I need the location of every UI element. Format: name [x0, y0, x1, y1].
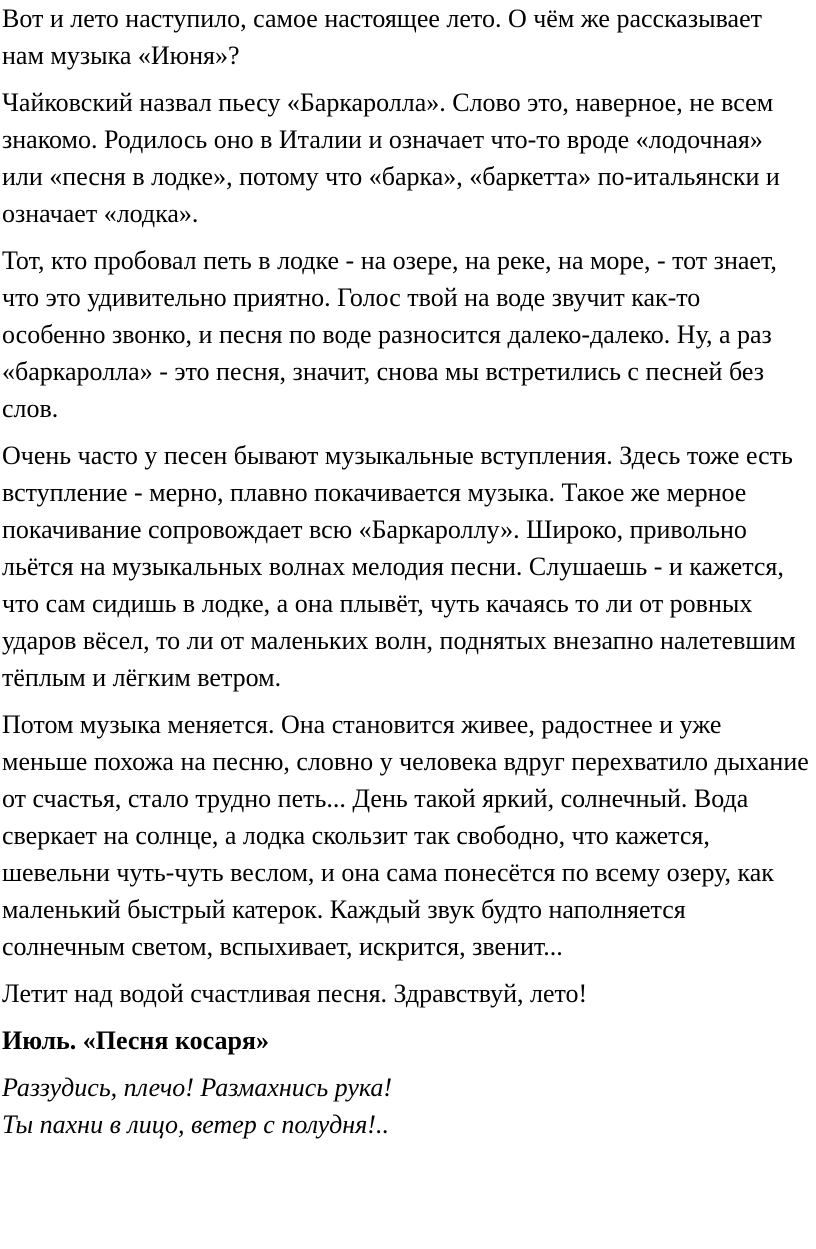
paragraph-hello-summer: Летит над водой счастливая песня. Здравствуй, лето! [2, 979, 588, 1008]
paragraph-music-changes: Потом музыка меняется. Она становится живее, радостнее и уже меньше похожа на песню, словно у человека вдруг перехватило дыхание от счастья, стало трудно петь... День такой яркий, солнечный. Вода сверкает на солнце, а лодка скользит так свободно, что кажется, шевельни чуть-чуть веслом, и она сама понесётся по всему озеру, как маленький быстрый катерок. Каждый звук будто наполняется солнечным светом, вспыхивает, искрится, звенит... [2, 710, 809, 961]
poem-line-2: Ты пахни в лицо, ветер с полудня!.. [2, 1110, 389, 1139]
section-heading-july: Июль. «Песня косаря» [2, 1026, 269, 1055]
paragraph-singing-in-boat: Тот, кто пробовал петь в лодке - на озере, на реке, на море, - тот знает, что это удивительно приятно. Голос твой на воде звучит как-то особенно звонко, и песня по воде разносится далеко-далеко. Ну, а раз «баркаролла» - это песня, значит, снова мы встретились с песней без слов. [2, 246, 777, 423]
poem-line-1: Раззудись, плечо! Размахнись рука! [2, 1073, 393, 1102]
paragraph-barcarolle-meaning: Чайковский назвал пьесу «Баркаролла». Слово это, наверное, не всем знакомо. Родилось оно в Италии и означает что-то вроде «лодочная» или «песня в лодке», потому что «барка», «баркетта» по-итальянски и означает «лодка». [2, 88, 780, 228]
paragraph-june-intro: Вот и лето наступило, самое настоящее лето. О чём же рассказывает нам музыка «Июня»? [2, 4, 762, 70]
paragraph-music-introduction: Очень часто у песен бывают музыкальные вступления. Здесь тоже есть вступление - мерно, плавно покачивается музыка. Такое же мерное покачивание сопровождает всю «Баркароллу». Широко, привольно льётся на музыкальных волнах мелодия песни. Слушаешь - и кажется, что сам сидишь в лодке, а она плывёт, чуть качаясь то ли от ровных ударов вёсел, то ли от маленьких волн, поднятых внезапно налетевшим тёплым и лёгким ветром. [2, 441, 796, 692]
poem-excerpt [2, 1069, 810, 1143]
